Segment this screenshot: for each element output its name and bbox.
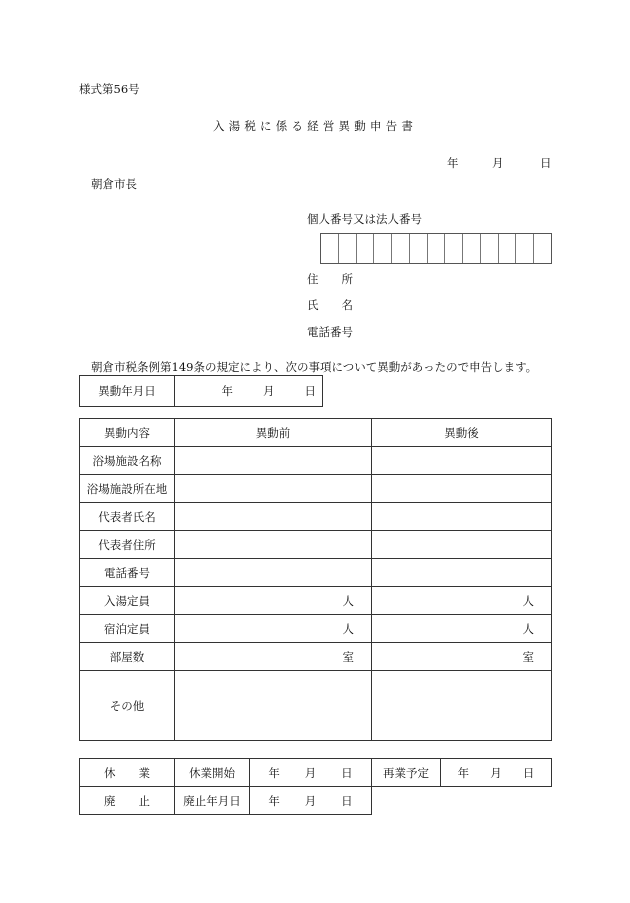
resumption-label: 再業予定 — [372, 759, 441, 787]
table-row — [80, 531, 552, 559]
closure-date-label: 廃止年月日 — [175, 787, 250, 815]
row-label: 代表者住所 — [80, 531, 175, 559]
suspension-closure-table — [79, 758, 552, 815]
resumption-day-label: 日 — [522, 765, 535, 780]
before-value-cell[interactable]: 人 — [175, 587, 372, 615]
id-digit-box[interactable] — [321, 234, 339, 263]
before-value-cell[interactable] — [175, 531, 372, 559]
after-value-cell[interactable] — [372, 475, 552, 503]
id-digit-box[interactable] — [516, 234, 534, 263]
id-digit-box[interactable] — [374, 234, 392, 263]
id-number-label: 個人番号又は法人番号 — [307, 212, 422, 226]
before-value-cell[interactable] — [175, 475, 372, 503]
change-date-table — [79, 375, 323, 407]
form-number: 様式第56号 — [79, 82, 140, 96]
table-row — [80, 671, 552, 741]
table-row — [80, 475, 552, 503]
table-row — [80, 447, 552, 475]
id-digit-box[interactable] — [428, 234, 446, 263]
row-label: 部屋数 — [80, 643, 175, 671]
header-after: 異動後 — [372, 419, 552, 447]
change-date-value — [175, 376, 323, 407]
table-row — [80, 559, 552, 587]
suspension-day-label: 日 — [341, 765, 353, 780]
closure-day-label: 日 — [341, 793, 353, 808]
row-label: 浴場施設所在地 — [80, 475, 175, 503]
closure-date — [250, 787, 372, 815]
suspension-start-date — [250, 759, 372, 787]
row-label: 宿泊定員 — [80, 615, 175, 643]
before-value-cell[interactable] — [175, 559, 372, 587]
table-row — [80, 503, 552, 531]
id-digit-box[interactable] — [499, 234, 517, 263]
row-label: その他 — [80, 671, 175, 741]
name-label: 氏 名 — [307, 298, 353, 312]
resumption-month-label: 月 — [490, 765, 502, 780]
id-digit-box[interactable] — [357, 234, 375, 263]
after-value-cell[interactable] — [372, 447, 552, 475]
after-value-cell[interactable]: 室 — [372, 643, 552, 671]
after-value-cell[interactable] — [372, 559, 552, 587]
suspension-month-label: 月 — [304, 765, 317, 780]
id-digit-box[interactable] — [463, 234, 481, 263]
filing-month-label: 月 — [492, 156, 504, 170]
change-date-label: 異動年月日 — [80, 376, 175, 407]
filing-day-label: 日 — [540, 156, 552, 170]
row-label: 浴場施設名称 — [80, 447, 175, 475]
phone-label: 電話番号 — [307, 325, 353, 339]
table-row — [80, 587, 552, 615]
id-digit-box[interactable] — [392, 234, 410, 263]
id-digit-box[interactable] — [445, 234, 463, 263]
id-digit-box[interactable] — [339, 234, 357, 263]
closure-month-label: 月 — [304, 793, 317, 808]
address-label: 住 所 — [307, 272, 353, 286]
closure-label: 廃 止 — [80, 787, 175, 815]
header-before: 異動前 — [175, 419, 372, 447]
after-value-cell[interactable] — [372, 503, 552, 531]
suspension-label: 休 業 — [80, 759, 175, 787]
change-details-table — [79, 418, 552, 741]
blank-cell — [372, 787, 441, 815]
closure-year-label: 年 — [268, 793, 280, 808]
before-value-cell[interactable] — [175, 447, 372, 475]
row-label: 入湯定員 — [80, 587, 175, 615]
table-row — [80, 615, 552, 643]
id-number-boxes — [320, 233, 552, 264]
recipient: 朝倉市長 — [91, 177, 137, 191]
document-title: 入湯税に係る経営異動申告書 — [212, 119, 418, 133]
filing-year-label: 年 — [447, 156, 459, 170]
suspension-year-label: 年 — [268, 765, 280, 780]
change-day-label: 日 — [304, 384, 316, 398]
before-value-cell[interactable]: 室 — [175, 643, 372, 671]
id-digit-box[interactable] — [410, 234, 428, 263]
after-value-cell[interactable] — [372, 531, 552, 559]
change-month-label: 月 — [263, 384, 275, 398]
change-year-label: 年 — [221, 384, 233, 398]
suspension-start-label: 休業開始 — [175, 759, 250, 787]
blank-cell — [441, 787, 552, 815]
after-value-cell[interactable] — [372, 671, 552, 741]
statement: 朝倉市税条例第149条の規定により、次の事項について異動があったので申告します。 — [91, 360, 538, 374]
table-row — [80, 643, 552, 671]
before-value-cell[interactable] — [175, 671, 372, 741]
id-digit-box[interactable] — [534, 234, 551, 263]
header-change-item: 異動内容 — [80, 419, 175, 447]
after-value-cell[interactable]: 人 — [372, 587, 552, 615]
resumption-date — [441, 759, 552, 787]
before-value-cell[interactable]: 人 — [175, 615, 372, 643]
after-value-cell[interactable]: 人 — [372, 615, 552, 643]
id-digit-box[interactable] — [481, 234, 499, 263]
resumption-year-label: 年 — [457, 765, 470, 780]
row-label: 代表者氏名 — [80, 503, 175, 531]
row-label: 電話番号 — [80, 559, 175, 587]
before-value-cell[interactable] — [175, 503, 372, 531]
